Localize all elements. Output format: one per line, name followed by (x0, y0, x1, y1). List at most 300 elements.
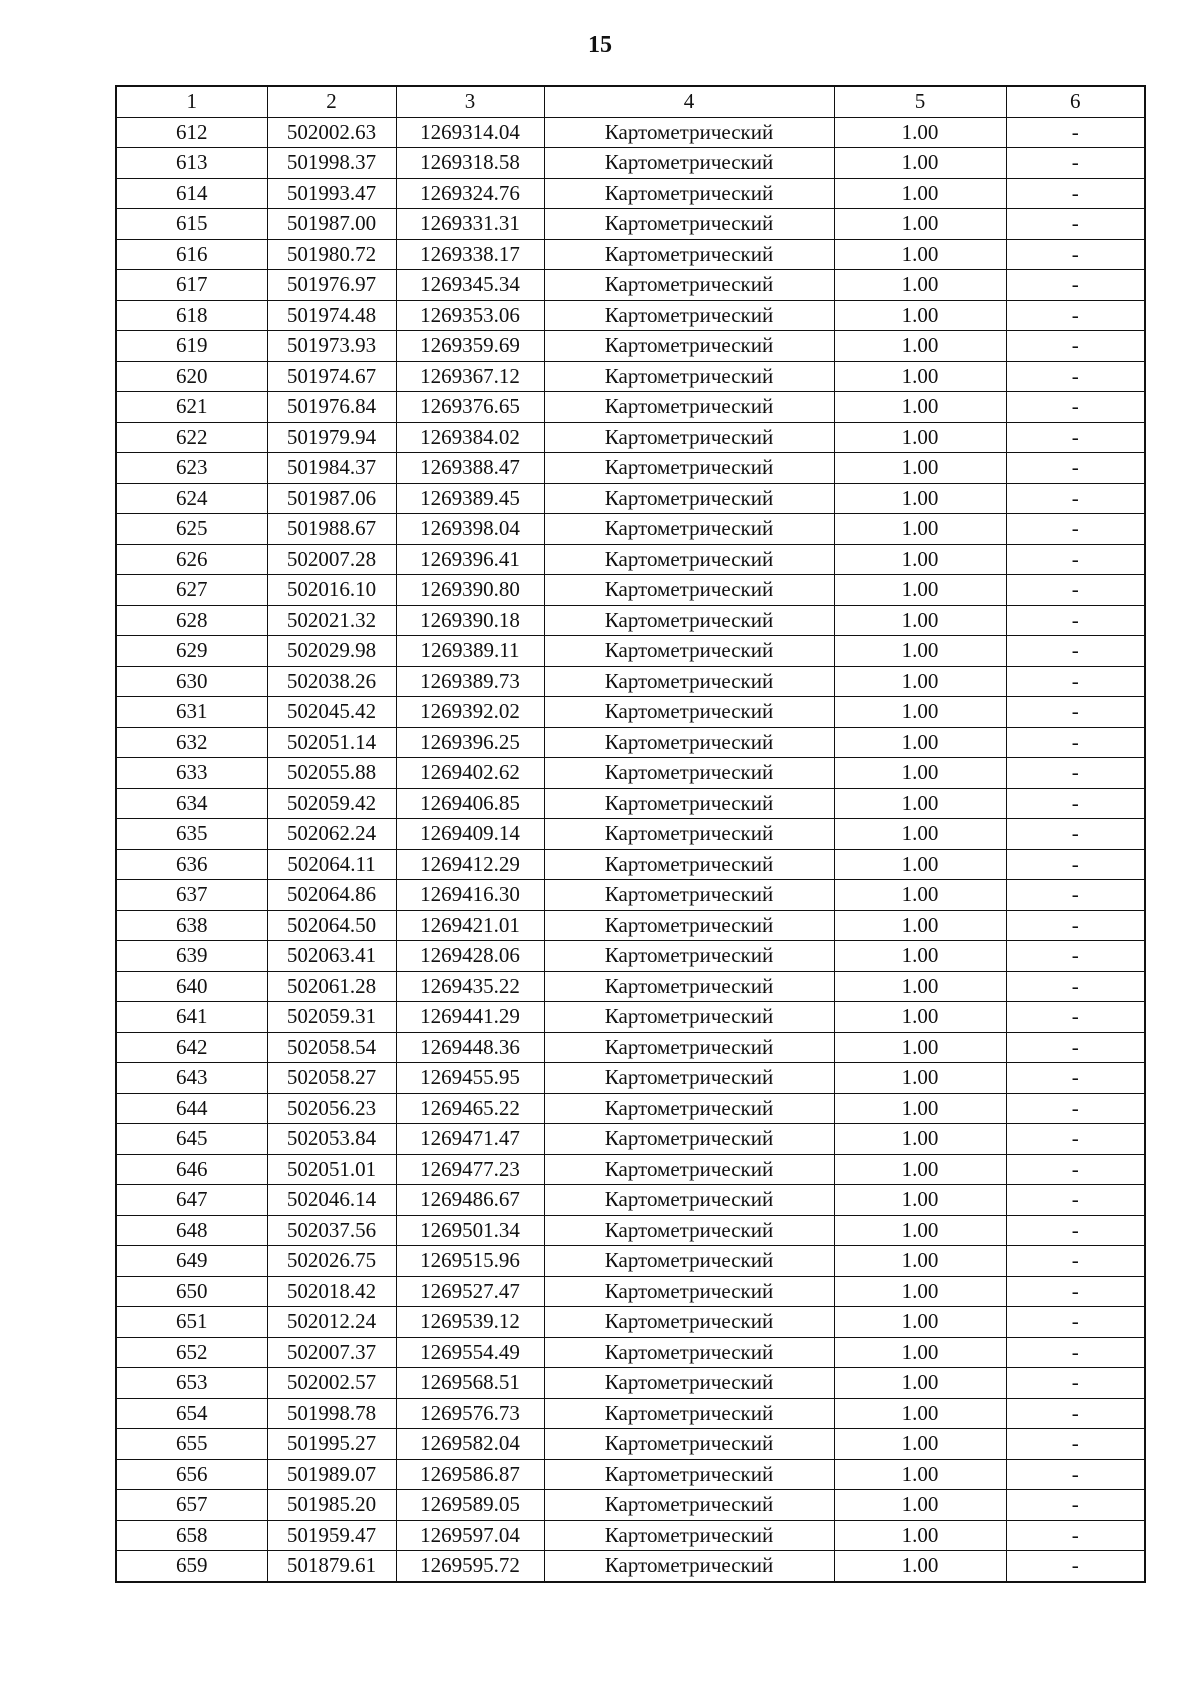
x-coordinate-cell: 501998.78 (267, 1398, 396, 1429)
column-header-3: 3 (396, 86, 544, 117)
table-row (116, 971, 1145, 1002)
accuracy-cell: 1.00 (834, 1520, 1006, 1551)
y-coordinate-cell: 1269586.87 (396, 1459, 544, 1490)
x-coordinate-cell: 501959.47 (267, 1520, 396, 1551)
table-row (116, 819, 1145, 850)
x-coordinate-cell: 502058.54 (267, 1032, 396, 1063)
x-coordinate-cell: 502055.88 (267, 758, 396, 789)
description-cell: - (1006, 1246, 1145, 1277)
description-cell: - (1006, 514, 1145, 545)
y-coordinate-cell: 1269421.01 (396, 910, 544, 941)
y-coordinate-cell: 1269455.95 (396, 1063, 544, 1094)
accuracy-cell: 1.00 (834, 788, 1006, 819)
accuracy-cell: 1.00 (834, 331, 1006, 362)
accuracy-cell: 1.00 (834, 209, 1006, 240)
accuracy-cell: 1.00 (834, 544, 1006, 575)
description-cell: - (1006, 1398, 1145, 1429)
point-number-cell: 627 (116, 575, 267, 606)
accuracy-cell: 1.00 (834, 1429, 1006, 1460)
y-coordinate-cell: 1269376.65 (396, 392, 544, 423)
x-coordinate-cell: 502012.24 (267, 1307, 396, 1338)
point-number-cell: 645 (116, 1124, 267, 1155)
method-cell: Картометрический (544, 941, 834, 972)
table-row (116, 605, 1145, 636)
x-coordinate-cell: 501995.27 (267, 1429, 396, 1460)
method-cell: Картометрический (544, 1398, 834, 1429)
column-header-4: 4 (544, 86, 834, 117)
point-number-cell: 633 (116, 758, 267, 789)
column-header-5: 5 (834, 86, 1006, 117)
y-coordinate-cell: 1269359.69 (396, 331, 544, 362)
method-cell: Картометрический (544, 788, 834, 819)
accuracy-cell: 1.00 (834, 880, 1006, 911)
description-cell: - (1006, 1520, 1145, 1551)
accuracy-cell: 1.00 (834, 392, 1006, 423)
method-cell: Картометрический (544, 544, 834, 575)
point-number-cell: 618 (116, 300, 267, 331)
method-cell: Картометрический (544, 880, 834, 911)
y-coordinate-cell: 1269576.73 (396, 1398, 544, 1429)
accuracy-cell: 1.00 (834, 361, 1006, 392)
method-cell: Картометрический (544, 1337, 834, 1368)
x-coordinate-cell: 501974.48 (267, 300, 396, 331)
column-header-2: 2 (267, 86, 396, 117)
method-cell: Картометрический (544, 453, 834, 484)
table-row (116, 178, 1145, 209)
description-cell: - (1006, 758, 1145, 789)
y-coordinate-cell: 1269435.22 (396, 971, 544, 1002)
accuracy-cell: 1.00 (834, 1368, 1006, 1399)
method-cell: Картометрический (544, 1093, 834, 1124)
description-cell: - (1006, 971, 1145, 1002)
method-cell: Картометрический (544, 697, 834, 728)
point-number-cell: 658 (116, 1520, 267, 1551)
point-number-cell: 623 (116, 453, 267, 484)
point-number-cell: 653 (116, 1368, 267, 1399)
table-row (116, 1002, 1145, 1033)
table-row (116, 697, 1145, 728)
method-cell: Картометрический (544, 361, 834, 392)
point-number-cell: 643 (116, 1063, 267, 1094)
description-cell: - (1006, 1337, 1145, 1368)
x-coordinate-cell: 502051.01 (267, 1154, 396, 1185)
accuracy-cell: 1.00 (834, 514, 1006, 545)
method-cell: Картометрический (544, 1154, 834, 1185)
point-number-cell: 639 (116, 941, 267, 972)
method-cell: Картометрический (544, 148, 834, 179)
x-coordinate-cell: 502045.42 (267, 697, 396, 728)
method-cell: Картометрический (544, 117, 834, 148)
method-cell: Картометрический (544, 849, 834, 880)
y-coordinate-cell: 1269465.22 (396, 1093, 544, 1124)
accuracy-cell: 1.00 (834, 1551, 1006, 1582)
description-cell: - (1006, 1154, 1145, 1185)
point-number-cell: 617 (116, 270, 267, 301)
coordinates-table (115, 85, 1146, 1583)
method-cell: Картометрический (544, 392, 834, 423)
y-coordinate-cell: 1269390.18 (396, 605, 544, 636)
x-coordinate-cell: 502059.42 (267, 788, 396, 819)
method-cell: Картометрический (544, 300, 834, 331)
y-coordinate-cell: 1269501.34 (396, 1215, 544, 1246)
accuracy-cell: 1.00 (834, 117, 1006, 148)
table-row (116, 483, 1145, 514)
accuracy-cell: 1.00 (834, 849, 1006, 880)
method-cell: Картометрический (544, 575, 834, 606)
point-number-cell: 634 (116, 788, 267, 819)
table-row (116, 270, 1145, 301)
description-cell: - (1006, 1124, 1145, 1155)
y-coordinate-cell: 1269412.29 (396, 849, 544, 880)
y-coordinate-cell: 1269554.49 (396, 1337, 544, 1368)
table-row (116, 1246, 1145, 1277)
table-row (116, 1429, 1145, 1460)
point-number-cell: 635 (116, 819, 267, 850)
accuracy-cell: 1.00 (834, 148, 1006, 179)
accuracy-cell: 1.00 (834, 178, 1006, 209)
y-coordinate-cell: 1269589.05 (396, 1490, 544, 1521)
description-cell: - (1006, 666, 1145, 697)
point-number-cell: 621 (116, 392, 267, 423)
description-cell: - (1006, 1063, 1145, 1094)
table-row (116, 1337, 1145, 1368)
y-coordinate-cell: 1269441.29 (396, 1002, 544, 1033)
y-coordinate-cell: 1269331.31 (396, 209, 544, 240)
point-number-cell: 648 (116, 1215, 267, 1246)
x-coordinate-cell: 502064.86 (267, 880, 396, 911)
description-cell: - (1006, 1490, 1145, 1521)
accuracy-cell: 1.00 (834, 971, 1006, 1002)
table-row (116, 1063, 1145, 1094)
method-cell: Картометрический (544, 178, 834, 209)
point-number-cell: 638 (116, 910, 267, 941)
y-coordinate-cell: 1269345.34 (396, 270, 544, 301)
table-row (116, 1520, 1145, 1551)
x-coordinate-cell: 502021.32 (267, 605, 396, 636)
table-row (116, 575, 1145, 606)
method-cell: Картометрический (544, 270, 834, 301)
y-coordinate-cell: 1269390.80 (396, 575, 544, 606)
point-number-cell: 620 (116, 361, 267, 392)
table-row (116, 300, 1145, 331)
column-header-1: 1 (116, 86, 267, 117)
accuracy-cell: 1.00 (834, 1002, 1006, 1033)
description-cell: - (1006, 727, 1145, 758)
y-coordinate-cell: 1269448.36 (396, 1032, 544, 1063)
description-cell: - (1006, 636, 1145, 667)
method-cell: Картометрический (544, 1246, 834, 1277)
description-cell: - (1006, 697, 1145, 728)
description-cell: - (1006, 880, 1145, 911)
x-coordinate-cell: 502056.23 (267, 1093, 396, 1124)
x-coordinate-cell: 501984.37 (267, 453, 396, 484)
description-cell: - (1006, 788, 1145, 819)
method-cell: Картометрический (544, 605, 834, 636)
x-coordinate-cell: 501993.47 (267, 178, 396, 209)
method-cell: Картометрический (544, 422, 834, 453)
method-cell: Картометрический (544, 758, 834, 789)
y-coordinate-cell: 1269396.41 (396, 544, 544, 575)
point-number-cell: 655 (116, 1429, 267, 1460)
point-number-cell: 613 (116, 148, 267, 179)
point-number-cell: 619 (116, 331, 267, 362)
method-cell: Картометрический (544, 910, 834, 941)
x-coordinate-cell: 501879.61 (267, 1551, 396, 1582)
point-number-cell: 629 (116, 636, 267, 667)
y-coordinate-cell: 1269389.45 (396, 483, 544, 514)
point-number-cell: 642 (116, 1032, 267, 1063)
accuracy-cell: 1.00 (834, 422, 1006, 453)
table-row (116, 209, 1145, 240)
y-coordinate-cell: 1269353.06 (396, 300, 544, 331)
table-header (116, 86, 1145, 117)
x-coordinate-cell: 501980.72 (267, 239, 396, 270)
column-header-6: 6 (1006, 86, 1145, 117)
accuracy-cell: 1.00 (834, 1276, 1006, 1307)
description-cell: - (1006, 1551, 1145, 1582)
method-cell: Картометрический (544, 666, 834, 697)
y-coordinate-cell: 1269314.04 (396, 117, 544, 148)
header-row (116, 86, 1145, 117)
accuracy-cell: 1.00 (834, 910, 1006, 941)
table-row (116, 880, 1145, 911)
y-coordinate-cell: 1269428.06 (396, 941, 544, 972)
x-coordinate-cell: 502062.24 (267, 819, 396, 850)
accuracy-cell: 1.00 (834, 270, 1006, 301)
description-cell: - (1006, 148, 1145, 179)
y-coordinate-cell: 1269477.23 (396, 1154, 544, 1185)
x-coordinate-cell: 502029.98 (267, 636, 396, 667)
y-coordinate-cell: 1269568.51 (396, 1368, 544, 1399)
point-number-cell: 626 (116, 544, 267, 575)
description-cell: - (1006, 361, 1145, 392)
x-coordinate-cell: 501976.97 (267, 270, 396, 301)
table-row (116, 758, 1145, 789)
table-row (116, 666, 1145, 697)
accuracy-cell: 1.00 (834, 1185, 1006, 1216)
description-cell: - (1006, 1093, 1145, 1124)
x-coordinate-cell: 502064.50 (267, 910, 396, 941)
description-cell: - (1006, 1307, 1145, 1338)
method-cell: Картометрический (544, 1459, 834, 1490)
description-cell: - (1006, 270, 1145, 301)
x-coordinate-cell: 501976.84 (267, 392, 396, 423)
method-cell: Картометрический (544, 239, 834, 270)
point-number-cell: 637 (116, 880, 267, 911)
description-cell: - (1006, 941, 1145, 972)
accuracy-cell: 1.00 (834, 1124, 1006, 1155)
method-cell: Картометрический (544, 209, 834, 240)
table-row (116, 1124, 1145, 1155)
accuracy-cell: 1.00 (834, 453, 1006, 484)
table-row (116, 514, 1145, 545)
point-number-cell: 650 (116, 1276, 267, 1307)
y-coordinate-cell: 1269595.72 (396, 1551, 544, 1582)
method-cell: Картометрический (544, 1002, 834, 1033)
description-cell: - (1006, 1032, 1145, 1063)
method-cell: Картометрический (544, 971, 834, 1002)
description-cell: - (1006, 117, 1145, 148)
table-row (116, 1490, 1145, 1521)
description-cell: - (1006, 392, 1145, 423)
x-coordinate-cell: 501998.37 (267, 148, 396, 179)
table-row (116, 1276, 1145, 1307)
method-cell: Картометрический (544, 1215, 834, 1246)
x-coordinate-cell: 502038.26 (267, 666, 396, 697)
point-number-cell: 636 (116, 849, 267, 880)
x-coordinate-cell: 501979.94 (267, 422, 396, 453)
point-number-cell: 647 (116, 1185, 267, 1216)
description-cell: - (1006, 819, 1145, 850)
table-row (116, 544, 1145, 575)
point-number-cell: 625 (116, 514, 267, 545)
accuracy-cell: 1.00 (834, 1337, 1006, 1368)
table-row (116, 910, 1145, 941)
table-row (116, 1551, 1145, 1582)
point-number-cell: 632 (116, 727, 267, 758)
method-cell: Картометрический (544, 1185, 834, 1216)
y-coordinate-cell: 1269402.62 (396, 758, 544, 789)
description-cell: - (1006, 849, 1145, 880)
accuracy-cell: 1.00 (834, 636, 1006, 667)
x-coordinate-cell: 502063.41 (267, 941, 396, 972)
method-cell: Картометрический (544, 1551, 834, 1582)
accuracy-cell: 1.00 (834, 941, 1006, 972)
accuracy-cell: 1.00 (834, 666, 1006, 697)
y-coordinate-cell: 1269324.76 (396, 178, 544, 209)
point-number-cell: 657 (116, 1490, 267, 1521)
accuracy-cell: 1.00 (834, 697, 1006, 728)
method-cell: Картометрический (544, 514, 834, 545)
description-cell: - (1006, 422, 1145, 453)
description-cell: - (1006, 544, 1145, 575)
table-row (116, 331, 1145, 362)
description-cell: - (1006, 453, 1145, 484)
x-coordinate-cell: 502051.14 (267, 727, 396, 758)
point-number-cell: 628 (116, 605, 267, 636)
description-cell: - (1006, 1429, 1145, 1460)
table-row (116, 849, 1145, 880)
page-number: 15 (588, 32, 612, 58)
method-cell: Картометрический (544, 819, 834, 850)
table-row (116, 727, 1145, 758)
y-coordinate-cell: 1269384.02 (396, 422, 544, 453)
point-number-cell: 631 (116, 697, 267, 728)
y-coordinate-cell: 1269582.04 (396, 1429, 544, 1460)
table-row (116, 361, 1145, 392)
accuracy-cell: 1.00 (834, 1307, 1006, 1338)
x-coordinate-cell: 501974.67 (267, 361, 396, 392)
x-coordinate-cell: 502002.57 (267, 1368, 396, 1399)
accuracy-cell: 1.00 (834, 727, 1006, 758)
table-row (116, 148, 1145, 179)
point-number-cell: 654 (116, 1398, 267, 1429)
point-number-cell: 656 (116, 1459, 267, 1490)
y-coordinate-cell: 1269539.12 (396, 1307, 544, 1338)
accuracy-cell: 1.00 (834, 605, 1006, 636)
point-number-cell: 615 (116, 209, 267, 240)
method-cell: Картометрический (544, 1368, 834, 1399)
y-coordinate-cell: 1269416.30 (396, 880, 544, 911)
accuracy-cell: 1.00 (834, 300, 1006, 331)
method-cell: Картометрический (544, 331, 834, 362)
x-coordinate-cell: 502059.31 (267, 1002, 396, 1033)
x-coordinate-cell: 502002.63 (267, 117, 396, 148)
table-row (116, 239, 1145, 270)
description-cell: - (1006, 331, 1145, 362)
description-cell: - (1006, 605, 1145, 636)
table-row (116, 1093, 1145, 1124)
accuracy-cell: 1.00 (834, 1063, 1006, 1094)
description-cell: - (1006, 209, 1145, 240)
y-coordinate-cell: 1269389.11 (396, 636, 544, 667)
table-body (116, 117, 1145, 1582)
y-coordinate-cell: 1269471.47 (396, 1124, 544, 1155)
x-coordinate-cell: 502058.27 (267, 1063, 396, 1094)
x-coordinate-cell: 501987.06 (267, 483, 396, 514)
x-coordinate-cell: 501987.00 (267, 209, 396, 240)
table-row (116, 941, 1145, 972)
table-row (116, 1368, 1145, 1399)
point-number-cell: 622 (116, 422, 267, 453)
description-cell: - (1006, 1002, 1145, 1033)
accuracy-cell: 1.00 (834, 575, 1006, 606)
point-number-cell: 641 (116, 1002, 267, 1033)
y-coordinate-cell: 1269388.47 (396, 453, 544, 484)
y-coordinate-cell: 1269515.96 (396, 1246, 544, 1277)
table-row (116, 1398, 1145, 1429)
description-cell: - (1006, 178, 1145, 209)
table-row (116, 1032, 1145, 1063)
point-number-cell: 649 (116, 1246, 267, 1277)
table-row (116, 1215, 1145, 1246)
y-coordinate-cell: 1269597.04 (396, 1520, 544, 1551)
x-coordinate-cell: 502053.84 (267, 1124, 396, 1155)
method-cell: Картометрический (544, 1032, 834, 1063)
method-cell: Картометрический (544, 1490, 834, 1521)
point-number-cell: 624 (116, 483, 267, 514)
table-row (116, 392, 1145, 423)
point-number-cell: 646 (116, 1154, 267, 1185)
description-cell: - (1006, 239, 1145, 270)
table-row (116, 1185, 1145, 1216)
point-number-cell: 659 (116, 1551, 267, 1582)
point-number-cell: 652 (116, 1337, 267, 1368)
accuracy-cell: 1.00 (834, 1490, 1006, 1521)
accuracy-cell: 1.00 (834, 1459, 1006, 1490)
accuracy-cell: 1.00 (834, 1093, 1006, 1124)
point-number-cell: 651 (116, 1307, 267, 1338)
table-row (116, 117, 1145, 148)
accuracy-cell: 1.00 (834, 1398, 1006, 1429)
x-coordinate-cell: 502018.42 (267, 1276, 396, 1307)
x-coordinate-cell: 502046.14 (267, 1185, 396, 1216)
point-number-cell: 630 (116, 666, 267, 697)
description-cell: - (1006, 300, 1145, 331)
x-coordinate-cell: 502007.28 (267, 544, 396, 575)
y-coordinate-cell: 1269486.67 (396, 1185, 544, 1216)
y-coordinate-cell: 1269367.12 (396, 361, 544, 392)
accuracy-cell: 1.00 (834, 239, 1006, 270)
y-coordinate-cell: 1269392.02 (396, 697, 544, 728)
x-coordinate-cell: 502064.11 (267, 849, 396, 880)
method-cell: Картометрический (544, 1276, 834, 1307)
x-coordinate-cell: 502007.37 (267, 1337, 396, 1368)
y-coordinate-cell: 1269409.14 (396, 819, 544, 850)
x-coordinate-cell: 501988.67 (267, 514, 396, 545)
y-coordinate-cell: 1269338.17 (396, 239, 544, 270)
point-number-cell: 644 (116, 1093, 267, 1124)
